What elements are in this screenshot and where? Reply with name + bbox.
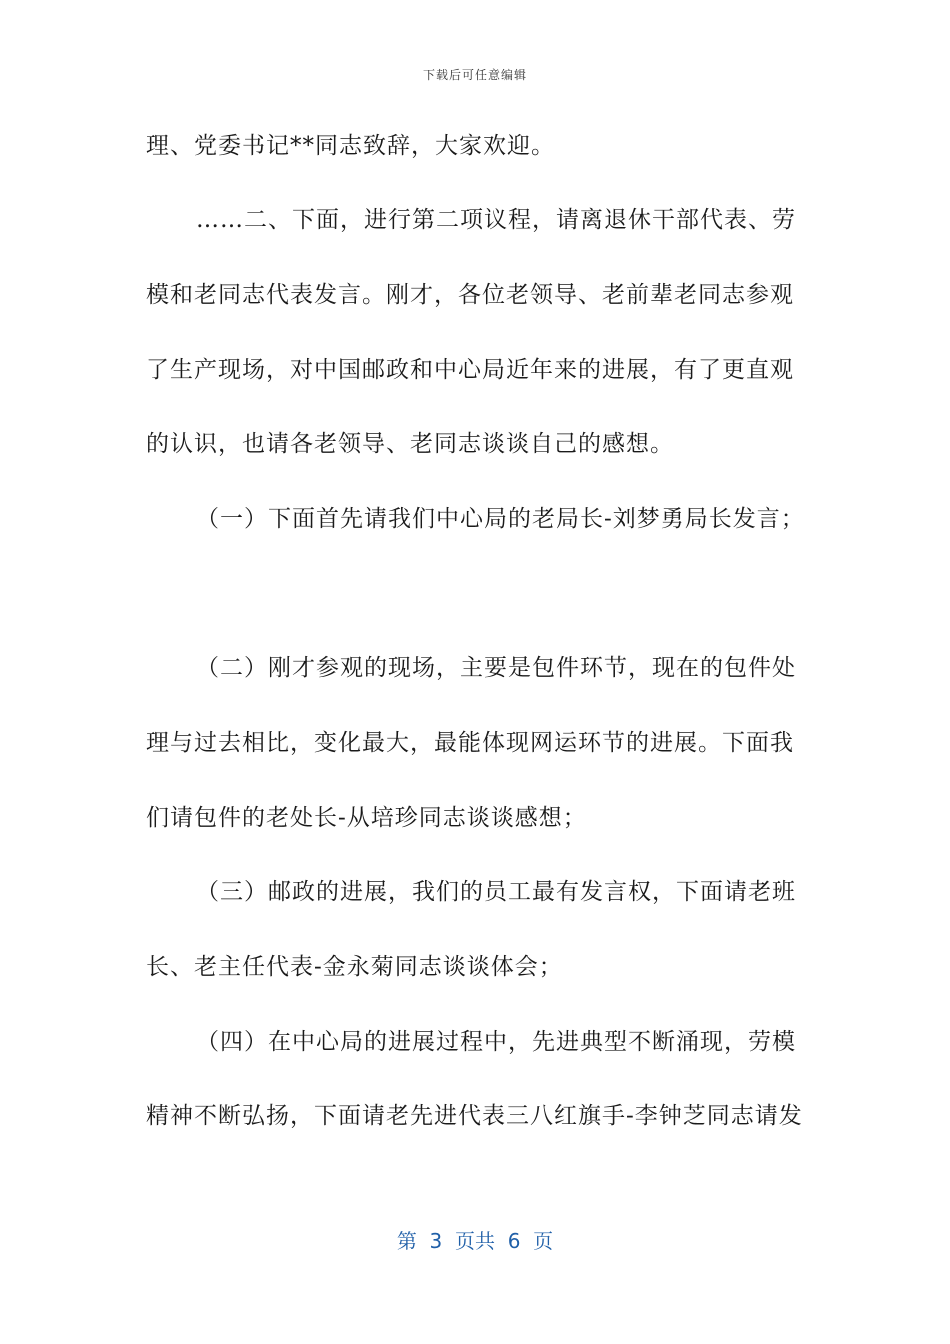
body-line: （四）在中心局的进展过程中，先进典型不断涌现，劳模 [196, 1029, 796, 1055]
body-line: 长、老主任代表-金永菊同志谈谈体会； [146, 954, 563, 980]
body-line: 精神不断弘扬，下面请老先进代表三八红旗手-李钟芝同志请发 [146, 1103, 803, 1129]
body-line: 理与过去相比，变化最大，最能体现网运环节的进展。下面我 [146, 730, 794, 756]
body-line: （二）刚才参观的现场，主要是包件环节，现在的包件处 [196, 655, 796, 681]
page-footer [0, 1225, 950, 1254]
body-line: 的认识，也请各老领导、老同志谈谈自己的感想。 [146, 431, 674, 457]
body-line: 们请包件的老处长-从培珍同志谈谈感想； [146, 805, 587, 831]
body-line: （一）下面首先请我们中心局的老局长-刘梦勇局长发言； [196, 506, 805, 532]
body-line: （三）邮政的进展，我们的员工最有发言权，下面请老班 [196, 879, 796, 905]
page-number: 第 3 页共 6 页 [396, 1229, 554, 1253]
body-line: 模和老同志代表发言。刚才，各位老领导、老前辈老同志参观 [146, 282, 794, 308]
body-line: ……二、下面，进行第二项议程，请离退休干部代表、劳 [196, 207, 796, 233]
body-line: 了生产现场，对中国邮政和中心局近年来的进展，有了更直观 [146, 357, 794, 383]
body-line: 理、党委书记**同志致辞，大家欢迎。 [146, 133, 555, 159]
page-header: 下载后可任意编辑 [422, 68, 527, 82]
